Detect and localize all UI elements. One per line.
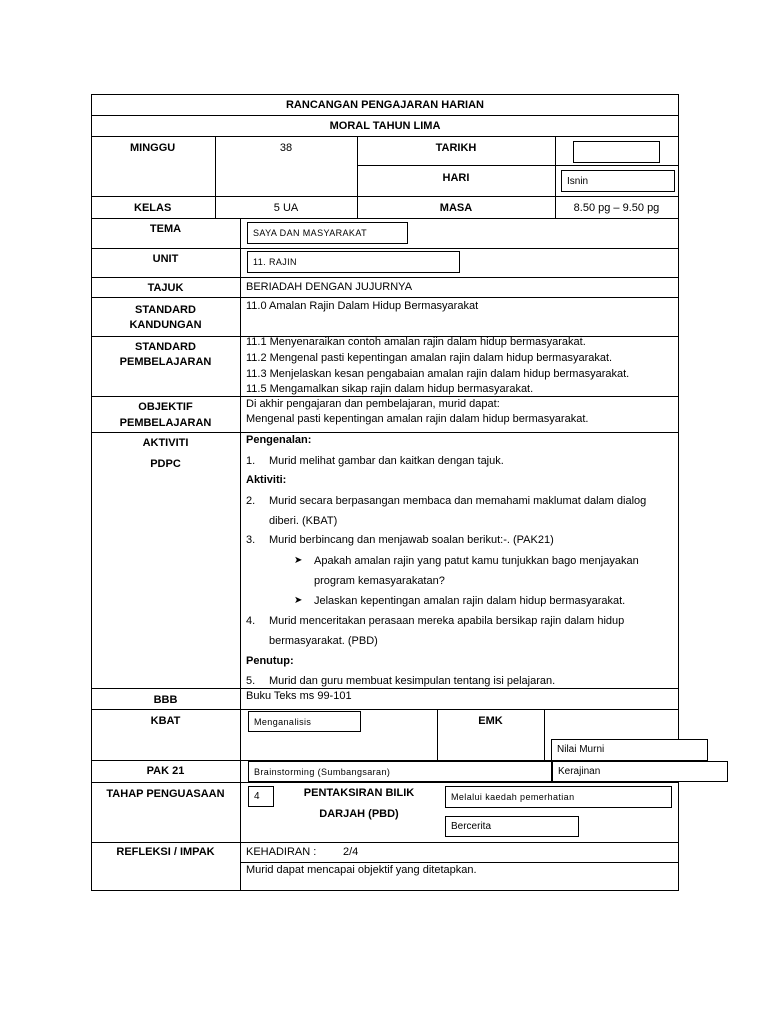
document-subtitle: MORAL TAHUN LIMA [329, 120, 441, 132]
refleksi-note: Murid dapat mencapai objektif yang ditetapkan. [246, 864, 477, 876]
step-3-text: Murid berbincang dan menjawab soalan berikut:-. (PAK21) [269, 534, 554, 546]
standard-kandungan-label-2: KANDUNGAN [129, 319, 202, 331]
document-title: RANCANGAN PENGAJARAN HARIAN [285, 99, 484, 111]
pentaksiran-label-2: DARJAH (PBD) [319, 808, 399, 820]
standard-pembelajaran-label-1: STANDARD [135, 341, 196, 353]
tema-field[interactable]: SAYA DAN MASYARAKAT [247, 222, 408, 244]
bullet-1-text-b: program kemasyarakatan? [314, 575, 445, 587]
bullet-2-text: Jelaskan kepentingan amalan rajin dalam hidup bermasyarakat. [314, 595, 626, 607]
tarikh-field[interactable] [573, 141, 660, 163]
hari-field[interactable]: Isnin [561, 170, 675, 192]
sp-item-1: 11.1 Menyenaraikan contoh amalan rajin dalam hidup bermasyarakat. [246, 336, 586, 348]
tajuk-label: TAJUK [147, 282, 184, 294]
minggu-value: 38 [279, 142, 293, 154]
unit-label: UNIT [152, 253, 179, 265]
tahap-label: TAHAP PENGUASAAN [106, 788, 225, 800]
pak21-label: PAK 21 [146, 765, 185, 777]
step-2-text-b: diberi. (KBAT) [269, 515, 338, 527]
step-5-number: 5. [246, 675, 256, 687]
tarikh-label: TARIKH [435, 142, 477, 154]
masa-label: MASA [439, 202, 473, 214]
step-1-number: 1. [246, 455, 256, 467]
aktiviti-label-1: AKTIVITI [142, 437, 189, 449]
aktiviti-heading: Aktiviti: [246, 474, 287, 486]
unit-field[interactable]: 11. RAJIN [247, 251, 460, 273]
step-1-text: Murid melihat gambar dan kaitkan dengan tajuk. [269, 455, 504, 467]
step-2-text-a: Murid secara berpasangan membaca dan memahami maklumat dalam dialog [269, 495, 647, 507]
emk-label: EMK [478, 715, 503, 727]
aktiviti-label-2: PDPC [150, 458, 181, 470]
emk-field[interactable]: Nilai Murni [551, 739, 708, 761]
sp-item-4: 11.5 Mengamalkan sikap rajin dalam hidup bermasyarakat. [246, 383, 534, 395]
objektif-label-1: OBJEKTIF [138, 401, 193, 413]
kehadiran-value: 2/4 [343, 846, 359, 858]
pengenalan-heading: Pengenalan: [246, 434, 312, 446]
bbb-value: Buku Teks ms 99-101 [246, 690, 352, 702]
tema-label: TEMA [149, 223, 182, 235]
minggu-label: MINGGU [130, 142, 176, 154]
pentaksiran-method-2[interactable]: Bercerita [445, 816, 579, 837]
objektif-line-2: Mengenal pasti kepentingan amalan rajin dalam hidup bermasyarakat. [246, 413, 589, 425]
kbat-label: KBAT [150, 715, 181, 727]
standard-kandungan-value: 11.0 Amalan Rajin Dalam Hidup Bermasyarakat [246, 300, 479, 312]
bullet-1-text-a: Apakah amalan rajin yang patut kamu tunjukkan bago menjayakan [314, 555, 639, 567]
step-4-number: 4. [246, 615, 256, 627]
step-4-text-a: Murid menceritakan perasaan mereka apabila bersikap rajin dalam hidup [269, 615, 625, 627]
bbb-label: BBB [153, 694, 178, 706]
kelas-value: 5 UA [273, 202, 299, 214]
kelas-label: KELAS [134, 202, 172, 214]
objektif-label-2: PEMBELAJARAN [119, 417, 212, 429]
arrow-bullet-icon: ➤ [294, 555, 303, 566]
standard-kandungan-label-1: STANDARD [135, 304, 196, 316]
sp-item-3: 11.3 Menjelaskan kesan pengabaian amalan rajin dalam hidup bermasyarakat. [246, 368, 630, 380]
step-5-text: Murid dan guru membuat kesimpulan tentang isi pelajaran. [269, 675, 556, 687]
hari-label: HARI [442, 172, 470, 184]
kehadiran-label: KEHADIRAN : [246, 846, 317, 858]
pentaksiran-label-1: PENTAKSIRAN BILIK [303, 787, 415, 799]
refleksi-label: REFLEKSI / IMPAK [116, 846, 215, 858]
tahap-field[interactable]: 4 [248, 786, 274, 807]
step-2-number: 2. [246, 495, 256, 507]
sp-item-2: 11.2 Mengenal pasti kepentingan amalan rajin dalam hidup bermasyarakat. [246, 352, 613, 364]
masa-value: 8.50 pg – 9.50 pg [573, 202, 660, 214]
step-4-text-b: bermasyarakat. (PBD) [269, 635, 378, 647]
pak21-field[interactable]: Brainstorming (Sumbangsaran) [248, 761, 552, 782]
pentaksiran-method-1[interactable]: Melalui kaedah pemerhatian [445, 786, 672, 808]
kbat-field[interactable]: Menganalisis [248, 711, 361, 732]
standard-pembelajaran-label-2: PEMBELAJARAN [119, 356, 212, 368]
tajuk-value: BERIADAH DENGAN JUJURNYA [246, 281, 413, 293]
step-3-number: 3. [246, 534, 256, 546]
objektif-line-1: Di akhir pengajaran dan pembelajaran, murid dapat: [246, 398, 500, 410]
pak21-emk-field[interactable]: Kerajinan [552, 761, 728, 782]
penutup-heading: Penutup: [246, 655, 294, 667]
arrow-bullet-icon: ➤ [294, 595, 303, 606]
